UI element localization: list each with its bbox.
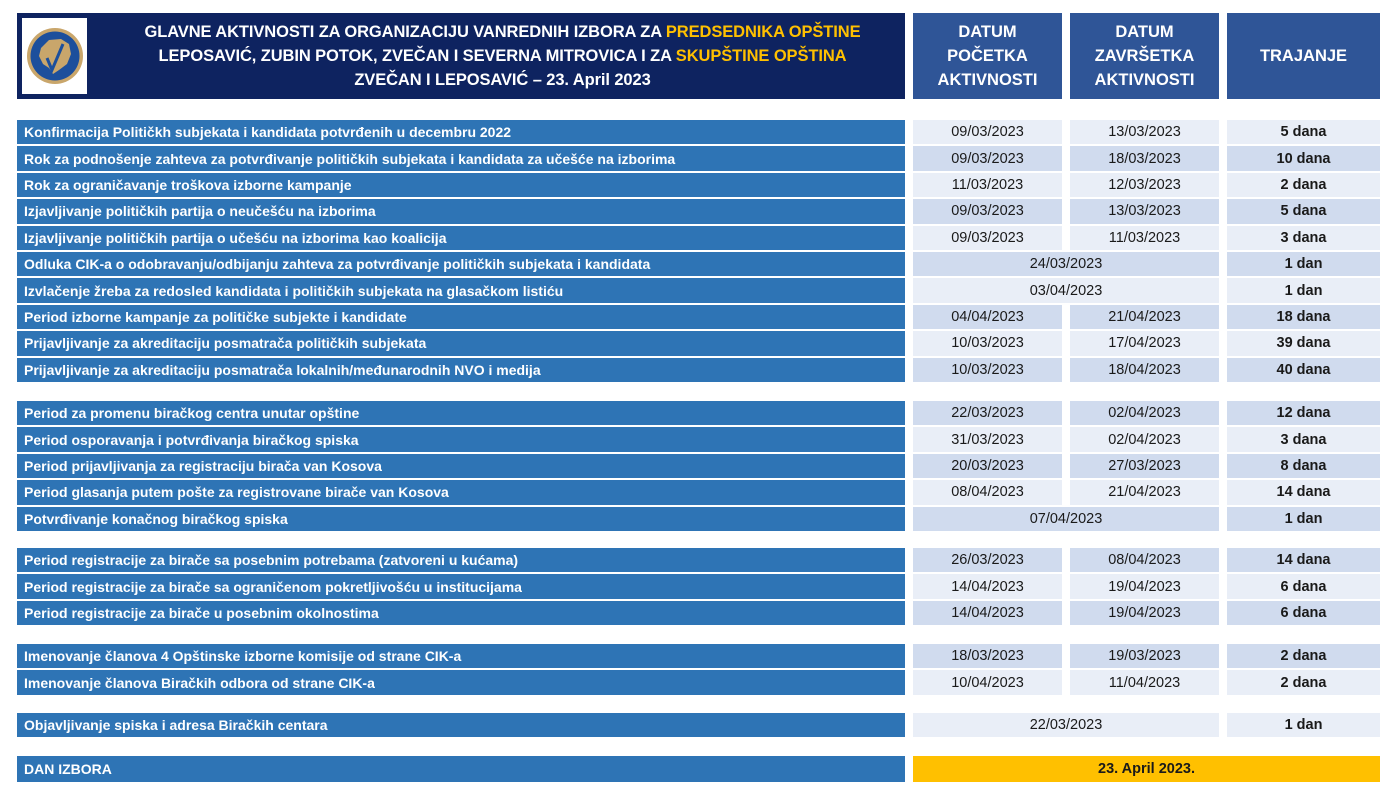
duration-cell: 39 dana — [1227, 331, 1380, 355]
title-line-1: GLAVNE AKTIVNOSTI ZA ORGANIZACIJU VANREDNIH IZBORA ZA — [144, 23, 666, 41]
activity-cell: Period glasanja putem pošte za registrovane birače van Kosova — [17, 480, 905, 504]
end-date-cell: 02/04/2023 — [1070, 401, 1219, 425]
duration-cell: 14 dana — [1227, 480, 1380, 504]
duration-cell: 3 dana — [1227, 427, 1380, 451]
single-date-cell: 03/04/2023 — [913, 278, 1219, 302]
start-date-cell: 09/03/2023 — [913, 199, 1062, 223]
duration-cell: 5 dana — [1227, 199, 1380, 223]
end-date-cell: 21/04/2023 — [1070, 305, 1219, 329]
start-date-cell: 26/03/2023 — [913, 548, 1062, 572]
end-date-cell: 13/03/2023 — [1070, 199, 1219, 223]
activity-cell: Izvlačenje žreba za redosled kandidata i političkih subjekata na glasačkom listiću — [17, 278, 905, 302]
end-date-cell: 19/03/2023 — [1070, 644, 1219, 668]
single-date-cell: 07/04/2023 — [913, 507, 1219, 531]
end-date-cell: 19/04/2023 — [1070, 574, 1219, 598]
activity-cell: Konfirmacija Političkh subjekata i kandidata potvrđenih u decembru 2022 — [17, 120, 905, 144]
duration-cell: 12 dana — [1227, 401, 1380, 425]
activity-cell: Odluka CIK-a o odobravanju/odbijanju zahteva za potvrđivanje političkih subjekata i kandidata — [17, 252, 905, 276]
column-header-start-date — [913, 13, 1062, 99]
duration-cell: 6 dana — [1227, 574, 1380, 598]
start-date-cell: 14/04/2023 — [913, 574, 1062, 598]
duration-cell: 5 dana — [1227, 120, 1380, 144]
column-header-text: POČETKA — [947, 47, 1028, 65]
duration-cell: 2 dana — [1227, 644, 1380, 668]
activity-cell: Period registracije za birače u posebnim okolnostima — [17, 601, 905, 625]
election-day-label: DAN IZBORA — [17, 756, 905, 782]
end-date-cell: 11/04/2023 — [1070, 670, 1219, 694]
start-date-cell: 20/03/2023 — [913, 454, 1062, 478]
end-date-cell: 02/04/2023 — [1070, 427, 1219, 451]
duration-cell: 40 dana — [1227, 358, 1380, 382]
start-date-cell: 09/03/2023 — [913, 146, 1062, 170]
activity-cell: Objavljivanje spiska i adresa Biračkih centara — [17, 713, 905, 737]
duration-cell: 3 dana — [1227, 226, 1380, 250]
activity-cell: Period registracije za birače sa posebnim potrebama (zatvoreni u kućama) — [17, 548, 905, 572]
duration-cell: 2 dana — [1227, 670, 1380, 694]
start-date-cell: 22/03/2023 — [913, 401, 1062, 425]
title-highlight-president: PREDSEDNIKA OPŠTINE — [665, 23, 861, 41]
title-highlight-assembly: SKUPŠTINE OPŠTINA — [675, 47, 847, 65]
activity-cell: Imenovanje članova 4 Opštinske izborne komisije od strane CIK-a — [17, 644, 905, 668]
duration-cell: 14 dana — [1227, 548, 1380, 572]
end-date-cell: 21/04/2023 — [1070, 480, 1219, 504]
start-date-cell: 09/03/2023 — [913, 226, 1062, 250]
column-header-text: AKTIVNOSTI — [937, 71, 1038, 89]
end-date-cell: 18/04/2023 — [1070, 358, 1219, 382]
column-header-duration — [1227, 13, 1380, 99]
start-date-cell: 10/03/2023 — [913, 331, 1062, 355]
start-date-cell: 09/03/2023 — [913, 120, 1062, 144]
duration-cell: 18 dana — [1227, 305, 1380, 329]
start-date-cell: 10/03/2023 — [913, 358, 1062, 382]
duration-cell: 6 dana — [1227, 601, 1380, 625]
single-date-cell: 24/03/2023 — [913, 252, 1219, 276]
end-date-cell: 17/04/2023 — [1070, 331, 1219, 355]
column-header-text: DATUM — [1115, 23, 1174, 41]
start-date-cell: 18/03/2023 — [913, 644, 1062, 668]
start-date-cell: 04/04/2023 — [913, 305, 1062, 329]
election-day-date: 23. April 2023. — [913, 756, 1380, 782]
page-title — [100, 13, 905, 99]
end-date-cell: 27/03/2023 — [1070, 454, 1219, 478]
title-line-2: LEPOSAVIĆ, ZUBIN POTOK, ZVEČAN I SEVERNA MITROVICA I ZA — [158, 47, 676, 65]
activity-cell: Imenovanje članova Biračkih odbora od strane CIK-a — [17, 670, 905, 694]
logo-container — [22, 18, 87, 94]
duration-cell: 1 dan — [1227, 278, 1380, 302]
end-date-cell: 19/04/2023 — [1070, 601, 1219, 625]
activity-cell: Izjavljivanje političkih partija o učešću na izborima kao koalicija — [17, 226, 905, 250]
duration-cell: 8 dana — [1227, 454, 1380, 478]
activity-cell: Period registracije za birače sa ograničenom pokretljivošću u institucijama — [17, 574, 905, 598]
duration-cell: 1 dan — [1227, 252, 1380, 276]
start-date-cell: 14/04/2023 — [913, 601, 1062, 625]
duration-cell: 1 dan — [1227, 507, 1380, 531]
column-header-text: ZAVRŠETKA — [1094, 47, 1195, 65]
activity-cell: Prijavljivanje za akreditaciju posmatrača političkih subjekata — [17, 331, 905, 355]
start-date-cell: 31/03/2023 — [913, 427, 1062, 451]
title-line-3: ZVEČAN I LEPOSAVIĆ – 23. April 2023 — [354, 71, 651, 89]
activity-cell: Izjavljivanje političkih partija o neučešću na izborima — [17, 199, 905, 223]
end-date-cell: 13/03/2023 — [1070, 120, 1219, 144]
end-date-cell: 11/03/2023 — [1070, 226, 1219, 250]
start-date-cell: 11/03/2023 — [913, 173, 1062, 197]
column-header-text: AKTIVNOSTI — [1094, 71, 1195, 89]
end-date-cell: 18/03/2023 — [1070, 146, 1219, 170]
column-header-text: DATUM — [958, 23, 1017, 41]
activity-cell: Period prijavljivanja za registraciju birača van Kosova — [17, 454, 905, 478]
activity-cell: Prijavljivanje za akreditaciju posmatrača lokalnih/međunarodnih NVO i medija — [17, 358, 905, 382]
end-date-cell: 12/03/2023 — [1070, 173, 1219, 197]
end-date-cell: 08/04/2023 — [1070, 548, 1219, 572]
activity-cell: Potvrđivanje konačnog biračkog spiska — [17, 507, 905, 531]
activity-cell: Rok za podnošenje zahteva za potvrđivanje političkih subjekata i kandidata za učešće na izborima — [17, 146, 905, 170]
activity-cell: Period za promenu biračkog centra unutar opštine — [17, 401, 905, 425]
single-date-cell: 22/03/2023 — [913, 713, 1219, 737]
election-commission-logo-icon — [25, 26, 85, 86]
activity-cell: Period osporavanja i potvrđivanja biračkog spiska — [17, 427, 905, 451]
activity-cell: Rok za ograničavanje troškova izborne kampanje — [17, 173, 905, 197]
start-date-cell: 08/04/2023 — [913, 480, 1062, 504]
activity-cell: Period izborne kampanje za političke subjekte i kandidate — [17, 305, 905, 329]
column-header-text: TRAJANJE — [1259, 47, 1348, 65]
column-header-end-date — [1070, 13, 1219, 99]
duration-cell: 2 dana — [1227, 173, 1380, 197]
duration-cell: 1 dan — [1227, 713, 1380, 737]
duration-cell: 10 dana — [1227, 146, 1380, 170]
start-date-cell: 10/04/2023 — [913, 670, 1062, 694]
